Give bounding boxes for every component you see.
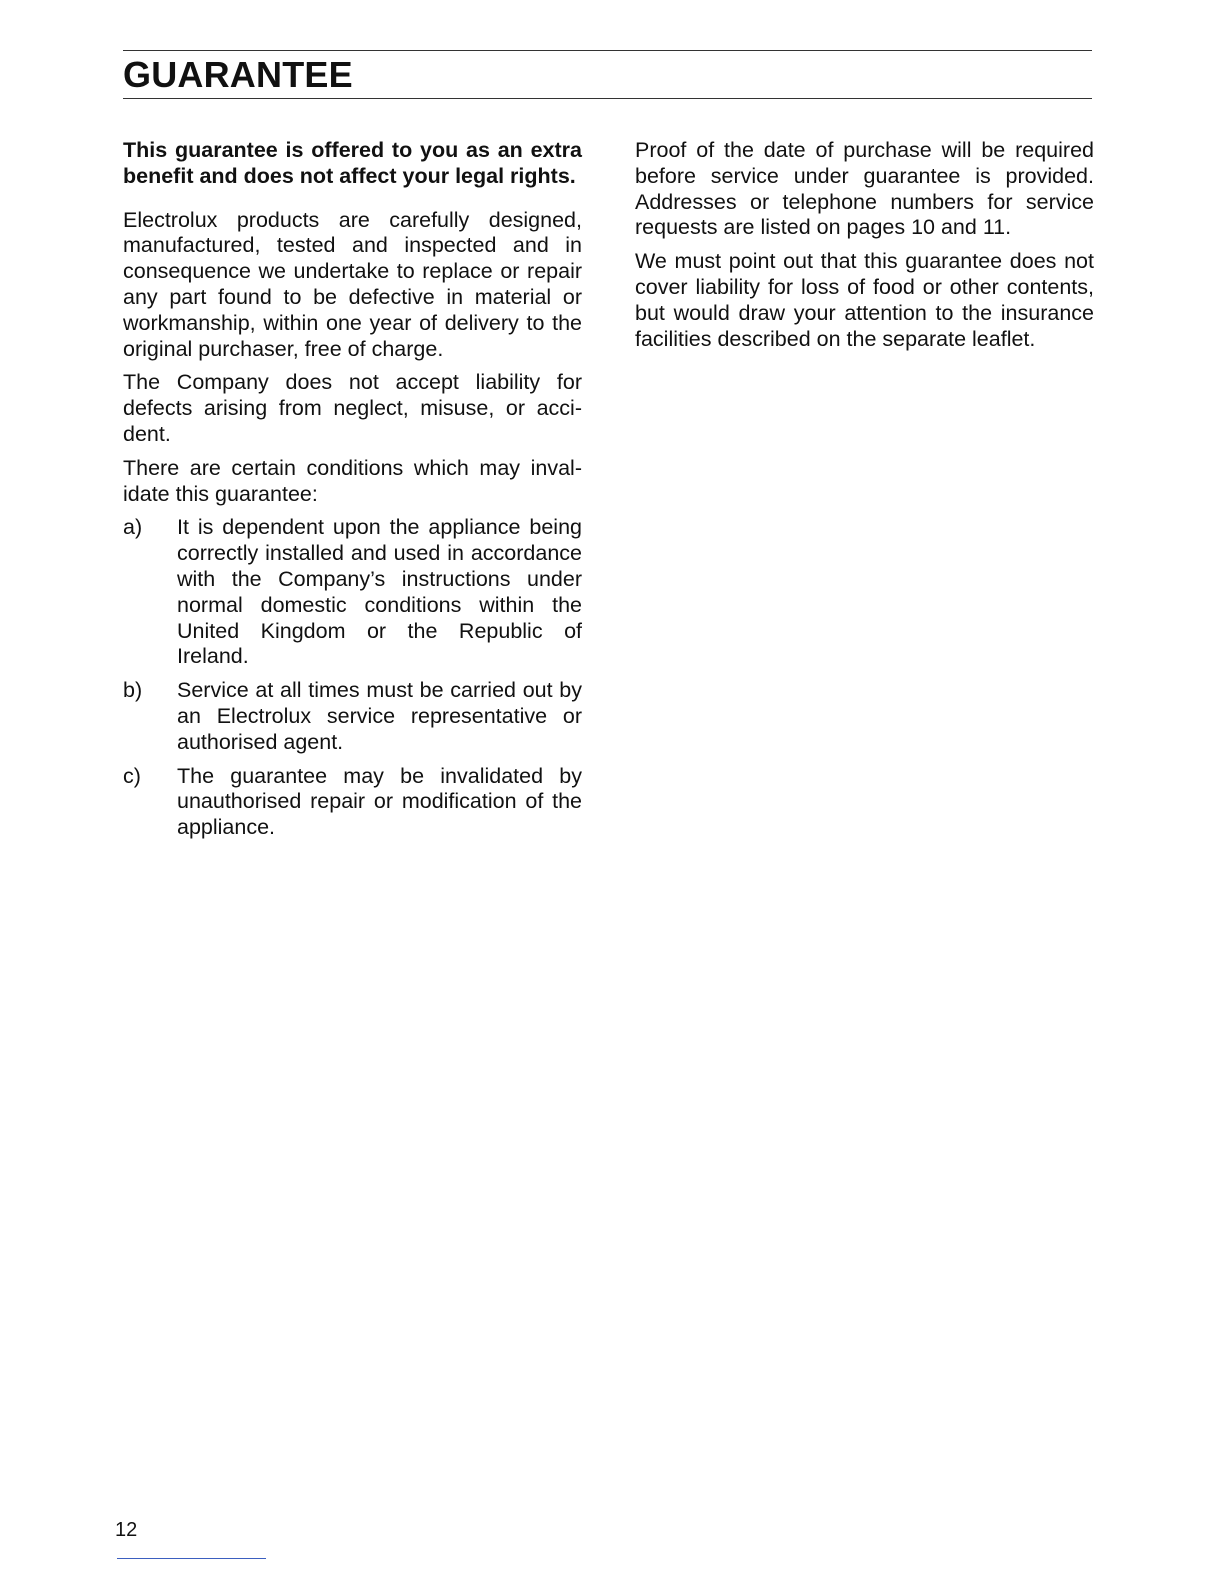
page-title: GUARANTEE: [123, 54, 353, 95]
condition-item: [123, 764, 582, 841]
condition-item: [123, 678, 582, 755]
header-rule-top: [123, 50, 1092, 51]
page-number: 12: [115, 1519, 138, 1541]
condition-item: [123, 515, 582, 670]
paragraph: Electrolux products are carefully designed, manufactured, tested and inspected and in consequence we undertake to replace or repair any part found to be defective in material or workmanship, within one year of delivery to the original purchaser, free of charge.: [123, 207, 582, 361]
lead-statement: This guarantee is offered to you as an extra benefit and does not affect your legal rights.: [123, 138, 582, 188]
condition-text: Service at all times must be carried out by an Electrolux service representative or authorised agent.: [177, 678, 582, 754]
condition-label: c): [123, 763, 141, 788]
paragraph: We must point out that this guarantee does not cover liability for loss of food or other contents, but would draw your attention to the insurance facilities described on the separate leaflet.: [635, 249, 1094, 351]
paragraph: Proof of the date of purchase will be required before service under guarantee is provided. Addresses or telephone numbers for service requests are listed on pages 10 and 11.: [635, 138, 1094, 240]
condition-text: The guarantee may be invalidated by unauthorised repair or modification of the appliance.: [177, 763, 582, 840]
condition-label: b): [123, 678, 143, 703]
paragraph: The Company does not accept liability for defects arising from neglect, misuse, or accident.: [123, 370, 582, 446]
header-rule-bottom: [123, 98, 1092, 99]
condition-text: It is dependent upon the appliance being correctly installed and used in accordance with the Company’s instructions under normal domestic conditions within the United Kingdom or the Republic of Ireland.: [177, 515, 582, 669]
condition-label: a): [123, 515, 143, 540]
paragraph: There are certain conditions which may invalidate this guarantee:: [123, 455, 582, 506]
footer-line: [117, 1558, 266, 1559]
left-column: [123, 138, 582, 849]
right-column: [635, 138, 1094, 360]
